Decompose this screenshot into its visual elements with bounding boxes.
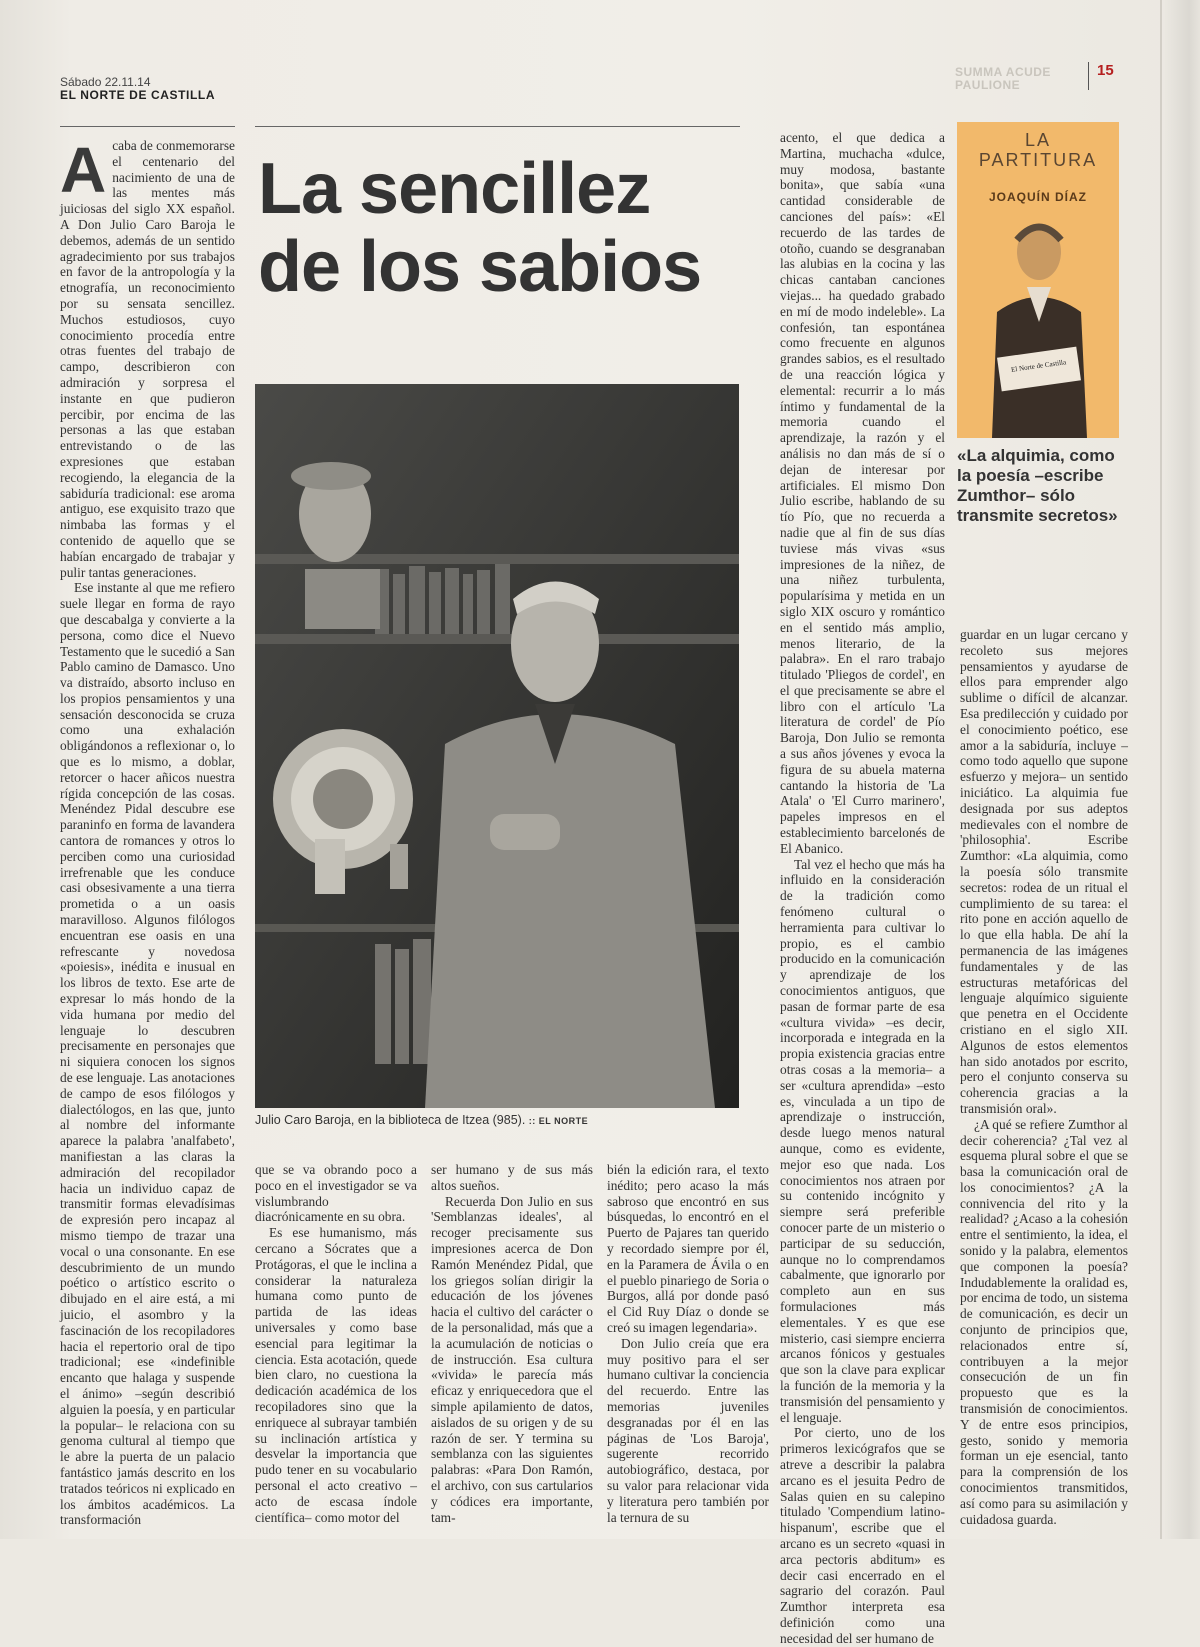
photo-credit: :: EL NORTE xyxy=(528,1116,589,1126)
caption-text: Julio Caro Baroja, en la biblioteca de Itzea (985). xyxy=(255,1113,526,1127)
article-column-2 xyxy=(255,1162,417,1525)
page-number: 15 xyxy=(1097,62,1114,79)
columnist-photo xyxy=(957,122,1119,438)
column-rule xyxy=(60,126,235,127)
article-column-3 xyxy=(431,1162,593,1525)
article-column-5 xyxy=(780,130,945,1646)
article-column-1 xyxy=(60,134,235,1548)
article-paragraph xyxy=(60,134,235,580)
drop-cap: A xyxy=(60,134,107,206)
page-fold-shadow xyxy=(1164,0,1200,1539)
article-paragraph: que se va obrando poco a poco en el investigador se va vislumbrando diacrónicamente en su obra. xyxy=(255,1162,417,1225)
article-paragraph: ser humano y de sus más altos sueños. xyxy=(431,1162,593,1193)
photo-illustration xyxy=(255,384,739,1108)
article-paragraph: guardar en un lugar cercano y recoleto sus mejores pensamientos y ayudarse de ellos para emprender algo sublime o difícil de alcanzar. Esa predilección y cuidado por el conocimiento poético, ese amor a la sabiduría, incluye –como todo aquello que supone esfuerzo y mejora– un sentido iniciático. La alquimia fue designada por sus adeptos medievales con el nombre de 'philosophia'. Escribe Zumthor: «La alquimia, como la poesía sólo transmite secretos: rodea de un ritual el cumplimiento de su tarea: el rito pone en acción aquello de lo que ella habla. De ahí la permanencia de las imágenes fundamentales y de las estructuras metafóricas del lenguaje alquímico siguiente que penetra en el Occidente cristiano en el siglo XII. Algunos de estos elementos han sido anotados por escrito, pero el conjunto conserva su coherencia gracias a la transmisión oral». xyxy=(960,627,1128,1116)
page-fold xyxy=(1160,0,1162,1539)
article-paragraph: Es ese humanismo, más cercano a Sócrates que a Protágoras, el que le inclina a considerar la naturaleza humana como punto de partida de las ideas universales y como base esencial para legitimar la ciencia. Esta acotación, quede bien claro, no cuestiona la dedicación académica de los recopiladores sino que la enriquece al subrayar también su inclinación artística y desvelar la importancia que pudo tener en su vocabulario personal el acto creativo –acto de escasa índole científica– como motor del xyxy=(255,1225,417,1525)
section-label: PARTITURA xyxy=(978,150,1098,170)
article-paragraph: Recuerda Don Julio en sus 'Semblanzas ideales', al recoger precisamente sus impresiones acerca de Don Ramón Menéndez Pidal, que los griegos solían dirigir la educación de los jóvenes hacia el cultivo del carácter o de la personalidad, más que a la acumulación de noticias o de instrucción. Esa cultura «vivida» le parecía más eficaz y enriquecedora que el simple apilamiento de datos, aislados de su origen y de su razón de ser. Y termina su semblanza con las siguientes palabras: «Para Don Ramón, el archivo, con sus cartularios y códices era importante, tam- xyxy=(431,1193,593,1525)
article-paragraph: acento, el que dedica a Martina, muchacha «dulce, muy modosa, bastante bonita», que sabía «una cantidad considerable de canciones del país»: «El recuerdo de las tardes de otoño, cuando se desgranaban las alubias en la cocina y las chicas cantaban canciones viejas... ha quedado grabado en mí de modo indeleble». La confesión, tan espontánea como frecuente en algunos grandes sabios, es el resultado de una reacción lógica y elemental: recurrir a lo más íntimo y fundamental de la memoria cuando el aprendizaje, la razón y el análisis no dan más de sí o dejan de interesar por artificiales. El mismo Don Julio escribe, hablando de su tío Pío, que no recuerda a nadie que al fin de sus días tuviese más vivas «sus impresiones de la niñez, de una niñez turbulenta, popularísima y metida en un siglo XIX oscuro y romántico en el sentido más amplio, menos literario, de la palabra». En el raro trabajo titulado 'Pliegos de cordel', en el que precisamente se abre el libro con el artículo 'La literatura de cordel' de Pío Baroja, Don Julio se remonta a sus años jóvenes y evoca la figura de su abuela materna cantando la historia de 'La Atala' o 'El Curro marinero', papeles impresos en el establecimiento barcelonés de El Abanico. xyxy=(780,130,945,856)
article-paragraph: Tal vez el hecho que más ha influido en la consideración de la tradición como fenómeno cultural o herramienta para cultivar lo propio, es el cambio producido en la comunicación y aprendizaje de los conocimientos antiguos, que pasan de formar parte de esa «cultura vivida» –es decir, incorporada e integrada en la propia existencia gracias entre otras cosas a la memoria– a ser «cultura aprendida» –esto es, vinculada a un tipo de aprendizaje o instrucción, desde luego menos natural aunque, como es evidente, mejor eso que nada. Los conocimientos nos atraen por su contenido incógnito y siempre será preferible conocer parte de un misterio o participar de su seducción, aunque no lo comprendamos cabalmente, que ignorarlo por completo aun en sus formulaciones más elementales. Y es que ese misterio, casi siempre encierra arcanos fónicos y gestuales que son la clave para explicar la función de la memoria y la transmisión del pensamiento y el lenguaje. xyxy=(780,856,945,1425)
article-paragraph: Por cierto, uno de los primeros lexicógrafos que se atreve a describir la palabra arcano es el jesuita Pedro de Salas quien en su calepino titulado 'Compendium latino-hispanum', escribe que el arcano es un secreto «quasi in arca pectoris abditum» es decir casi encerrado en el sagrario del corazón. Paul Zumthor interpreta esa definición como una necesidad del ser humano de xyxy=(780,1425,945,1646)
newspaper-name: EL NORTE DE CASTILLA xyxy=(60,88,216,102)
article-column-4 xyxy=(607,1162,769,1525)
section-label: LA xyxy=(1024,130,1052,150)
issue-date: Sábado 22.11.14 xyxy=(60,75,151,89)
article-photo xyxy=(255,384,739,1108)
section-sidebar-box xyxy=(957,122,1119,438)
pull-quote: «La alquimia, como la poesía –escribe Zumthor– sólo transmite secretos» xyxy=(957,446,1118,525)
paragraph-text: caba de conmemorarse el centenario del nacimiento de una de las mentes más juiciosas del siglo XX español. A Don Julio Caro Baroja le debemos, además de un sentido agradecimiento por sus trabajos en favor de la antropología y la etnografía, un reconocimiento por su sensata sencillez. Muchos estudiosos, cuyo conocimiento procedía entre otras fuentes del trabajo de campo, describieron con admiración y sorpresa el instante en que pudieron percibir, por encima de las personas a las que estaban entrevistando o de las expresiones que estaban recogiendo, la elegancia de la sabiduría tradicional: ese aroma antiguo, ese exquisito trazo que nimbaba las formas y el contenido de aquello que se habían encargado de trabajar y pulir tantas generaciones. xyxy=(60,138,235,580)
header-separator xyxy=(1088,62,1089,90)
headline-rule xyxy=(255,126,740,127)
article-paragraph: Ese instante al que me refiero suele llegar en forma de rayo que descabalga y convierte a la persona, como dice el Nuevo Testamento que le sucedió a San Pablo camino de Damasco. Uno va distraído, absorto incluso en los propios pensamientos y una sensación desconocida se cruza como una exhalación obligándonos a reflexionar o, lo que es lo mismo, a doblar, retorcer o hacer añicos nuestra rígida concepción de las cosas. Menéndez Pidal descubre ese paraninfo en forma de lavandera cantora de romances y otros lo perciben como una curiosidad irrefrenable que les conduce casi obsesivamente a una tierra prometida o a un oasis maravilloso. Algunos filólogos encuentran ese oasis en una refrescante y novedosa «poiesis», inédita e inusual en los libros de texto. Ese arte de expresar lo más hondo de la vida humana por medio del lenguaje lo descubren precisamente en personajes que ni siquiera conocen los signos de ese lenguaje. Las anotaciones de campo de esos filólogos y dialectólogos, en las que, junto al nombre del informante aparece la palabra 'analfabeto', manifiestan a las claras la admiración del recopilador hacia un individuo capaz de transmitir formas elevadísimas de expresión pero incapaz al mismo tiempo de trazar una vocal o una consonante. En ese descubrimiento de un mundo poético o artístico escrito o dibujado en el aire está, a mi juicio, el asombro y la fascinación de los recopiladores hacia el repertorio oral de tipo tradicional; ese «indefinible encanto que halaga y suspende el ánimo» –según describió alguien la poesía, y en particular la popular– le relaciona con su genoma cultural al tiempo que le abre la puerta de un palacio fantástico jamás descrito en los tratados teóricos ni explicado en los ámbitos académicos. La transformación xyxy=(60,580,235,1528)
article-paragraph: bién la edición rara, el texto inédito; pero acaso la más sabroso que encontró en sus búsquedas, lo encontró en el Puerto de Pajares tan querido y recordado siempre por él, en la Paramera de Ávila o en el pueblo pinariego de Soria o Burgos, allá por donde pasó el Cid Ruy Díaz o donde se creó su imagen legendaria». xyxy=(607,1162,769,1335)
article-paragraph: ¿A qué se refiere Zumthor al decir coherencia? ¿Tal vez al esquema plural sobre el que se basa la comunicación oral de los conocimientos? ¿A la connivencia del rito y la realidad? ¿Acaso a la cohesión entre el sentimiento, la idea, el sonido y la palabra, elementos que componen la poesía? Indudablemente la oralidad es, por encima de todo, un sistema de comunicación, es decir un conjunto de principios que, relacionados entre sí, contribuyen a la mejor consecución de un fin propuesto que es la transmisión de conocimientos. Y de entre esos principios, gesto, sonido y memoria forman un eje esencial, tanto para la comprensión de los conocimientos transmitidos, así como para su asimilación y cuidadosa guarda. xyxy=(960,1116,1128,1527)
headline: La sencillez de los sabios xyxy=(258,149,702,307)
photo-caption xyxy=(255,1113,588,1127)
bleed-through-text: SUMMA ACUDE PAULIONE xyxy=(955,65,1051,92)
columnist-name: JOAQUÍN DÍAZ xyxy=(988,190,1087,204)
article-paragraph: Don Julio creía que era muy positivo para el ser humano cultivar la conciencia del recuerdo. Entre las memorias juveniles desgranadas por él en las páginas de 'Los Baroja', sugerente recorrido autobiográfico, destaca, por su valor para relacionar vida y literatura pero también por la ternura de su xyxy=(607,1335,769,1525)
article-column-6 xyxy=(960,627,1128,1547)
newspaper-prop-text: El Norte de Castilla xyxy=(1010,358,1067,374)
